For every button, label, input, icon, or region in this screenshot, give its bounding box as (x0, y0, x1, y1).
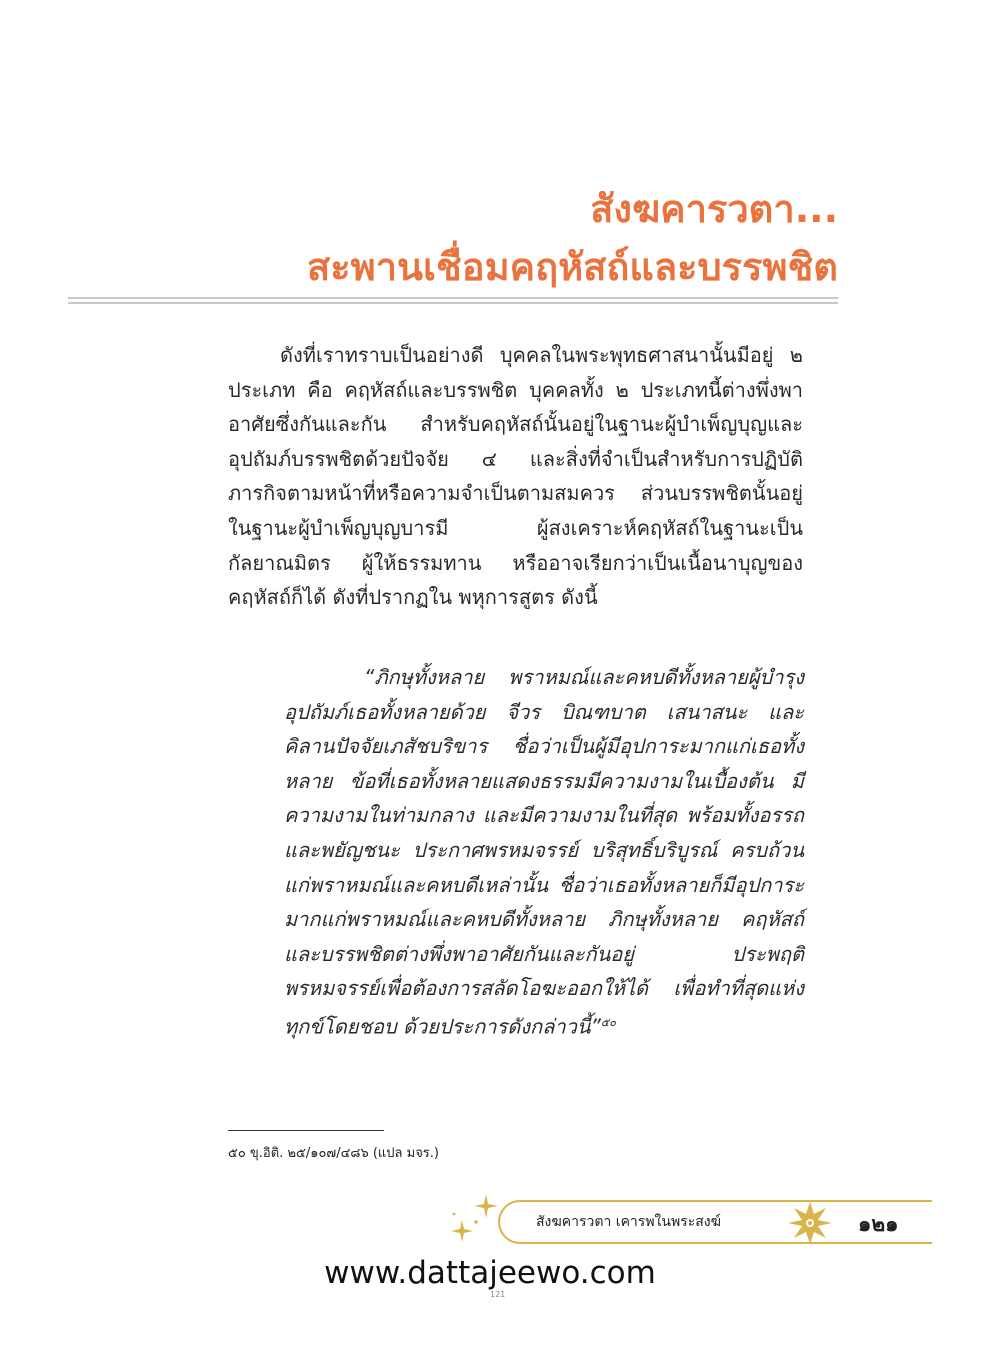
pdf-page-index: 121 (490, 1290, 506, 1299)
footnote-marker: ๕๐ (600, 1015, 616, 1029)
gold-sparkle-icon (446, 1192, 502, 1248)
title-rule-top (68, 297, 838, 299)
footnote-rule (228, 1130, 384, 1131)
website-url: www.dattajeewo.com (324, 1255, 656, 1291)
footnote: ๕๐ ขุ.อิติ. ๒๕/๑๐๗/๔๘๖ (แปล มจร.) (228, 1146, 439, 1161)
gold-flower-ornament-icon (782, 1198, 838, 1248)
sutta-quote (284, 660, 804, 1044)
chapter-title (307, 180, 838, 296)
title-rule-bottom (68, 302, 838, 304)
page-number: ๑๒๑ (858, 1212, 899, 1236)
footer-label: สังฆคารวตา เคารพในพระสงฆ์ (536, 1214, 721, 1230)
body-paragraph: ดังที่เราทราบเป็นอย่างดี บุคคลในพระพุทธศาสนานั้นมีอยู่ ๒ ประเภท คือ คฤหัสถ์และบรรพชิต บุคคลทั้ง ๒ ประเภทนี้ต่างพึ่งพาอาศัยซึ่งกันและกัน สำหรับคฤหัสถ์นั้นอยู่ในฐานะผู้บำเพ็ญบุญและอุปถัมภ์บรรพชิตด้วยปัจจัย ๔ และสิ่งที่จำเป็นสำหรับการปฏิบัติภารกิจตามหน้าที่หรือความจำเป็นตามสมควร ส่วนบรรพชิตนั้นอยู่ในฐานะผู้บำเพ็ญบุญบารมี ผู้สงเคราะห์คฤหัสถ์ในฐานะเป็นกัลยาณมิตร ผู้ให้ธรรมทาน หรืออาจเรียกว่าเป็นเนื้อนาบุญของคฤหัสถ์ก็ได้ ดังที่ปรากฏใน พหุการสูตร ดังนี้ (228, 343, 803, 610)
chapter-title-line2: สะพานเชื่อมคฤหัสถ์และบรรพชิต (307, 245, 838, 289)
chapter-title-line1: สังฆคารวตา... (590, 187, 838, 231)
body-paragraph-block (228, 338, 803, 615)
sutta-quote-text: “ภิกษุทั้งหลาย พราหมณ์และคหบดีทั้งหลายผู้บำรุงอุปถัมภ์เธอทั้งหลายด้วย จีวร บิณฑบาต เสนาสนะ และคิลานปัจจัยเภสัชบริขาร ชื่อว่าเป็นผู้มีอุปการะมากแก่เธอทั้งหลาย ข้อที่เธอทั้งหลายแสดงธรรมมีความงามในเบื้องต้น มีความงามในท่ามกลาง และมีความงามในที่สุด พร้อมทั้งอรรถและพยัญชนะ ประกาศพรหมจรรย์ บริสุทธิ์บริบูรณ์ ครบถ้วนแก่พราหมณ์และคหบดีเหล่านั้น ชื่อว่าเธอทั้งหลายก็มีอุปการะมากแก่พราหมณ์และคหบดีทั้งหลาย ภิกษุทั้งหลาย คฤหัสถ์และบรรพชิตต่างพึ่งพาอาศัยกันและกันอยู่ ประพฤติพรหมจรรย์เพื่อต้องการสลัดโอฆะออกให้ได้ เพื่อทำที่สุดแห่งทุกข์โดยชอบ ด้วยประการดังกล่าวนี้” (284, 665, 804, 1039)
